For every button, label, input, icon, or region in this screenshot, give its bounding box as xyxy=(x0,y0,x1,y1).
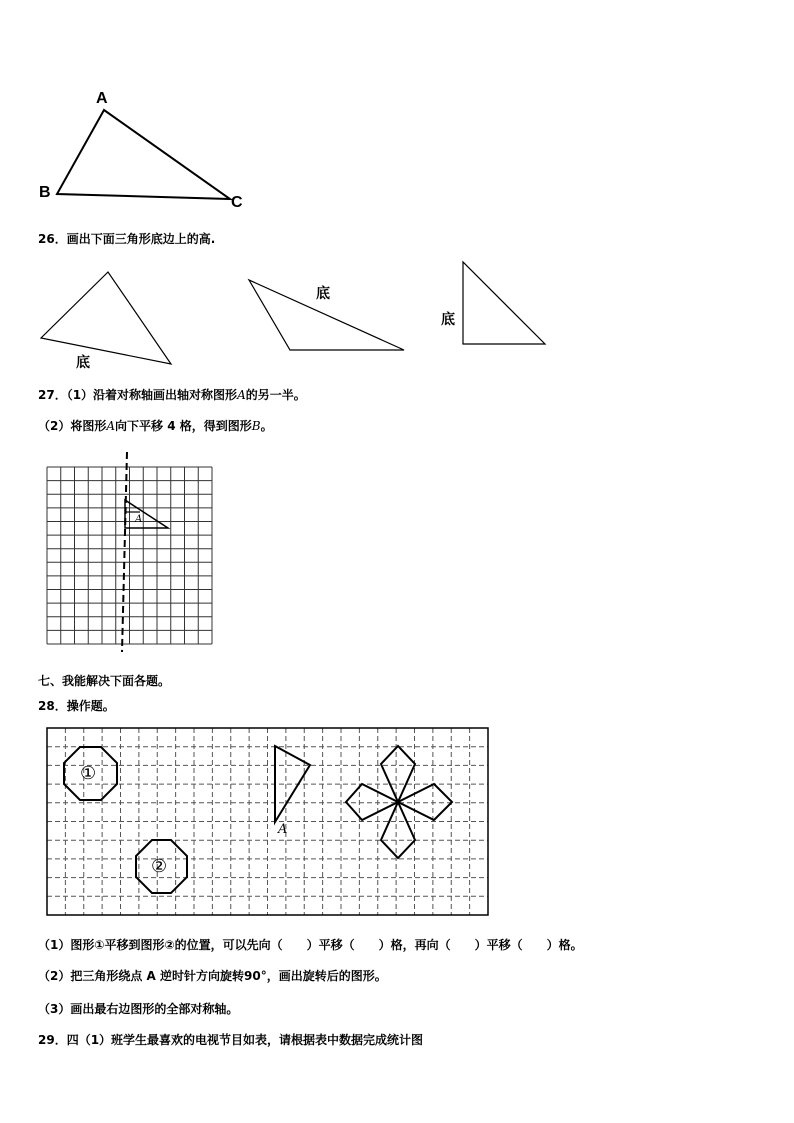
q27-part1-pre: 27．（1）沿着对称轴画出轴对称图形 xyxy=(38,388,238,402)
q28-sub-2: （2）把三角形绕点 A 逆时针方向旋转90°，画出旋转后的图形。 xyxy=(38,969,387,983)
q27-part2-mid: 向下平移 4 格，得到图形 xyxy=(115,419,252,433)
shape-1-label: ① xyxy=(80,763,97,784)
flower-petal-up xyxy=(381,746,415,802)
base-label-1: 底 xyxy=(76,355,90,371)
flower-petal-down xyxy=(381,802,415,858)
q27-part2-var-a: A xyxy=(106,419,116,433)
q27-part1-post: 的另一半。 xyxy=(245,388,306,402)
q27-part2-var-b: B xyxy=(251,419,261,433)
point-a-label: A xyxy=(278,822,288,837)
q28-sub-3: （3）画出最右边图形的全部对称轴。 xyxy=(38,1002,239,1016)
question-26-text: 26．画出下面三角形底边上的高. xyxy=(38,232,216,246)
vertex-label-c: C xyxy=(231,194,243,211)
shape-2-label: ② xyxy=(151,856,168,877)
q27-part2-post: 。 xyxy=(260,419,273,433)
flower-figure xyxy=(346,746,452,858)
vertex-label-a: A xyxy=(96,90,108,107)
flower-petal-right xyxy=(398,784,452,820)
q27-part1-var: A xyxy=(237,388,246,402)
question-29-text: 29．四（1）班学生最喜欢的电视节目如表，请根据表中数据完成统计图 xyxy=(38,1033,424,1047)
q28-sub-1: （1）图形①平移到图形②的位置，可以先向（ ）平移（ ）格，再向（ ）平移（ ）格。 xyxy=(38,938,583,952)
base-label-2: 底 xyxy=(316,286,330,302)
q27-part2-pre: （2）将图形 xyxy=(38,419,107,433)
question-28-title: 28．操作题。 xyxy=(38,699,115,713)
section-7-title: 七、我能解决下面各题。 xyxy=(38,674,171,688)
base-label-3: 底 xyxy=(441,312,455,328)
q27-figure-label: A xyxy=(135,514,143,525)
vertex-label-b: B xyxy=(39,184,51,201)
flower-petal-left xyxy=(346,784,398,820)
